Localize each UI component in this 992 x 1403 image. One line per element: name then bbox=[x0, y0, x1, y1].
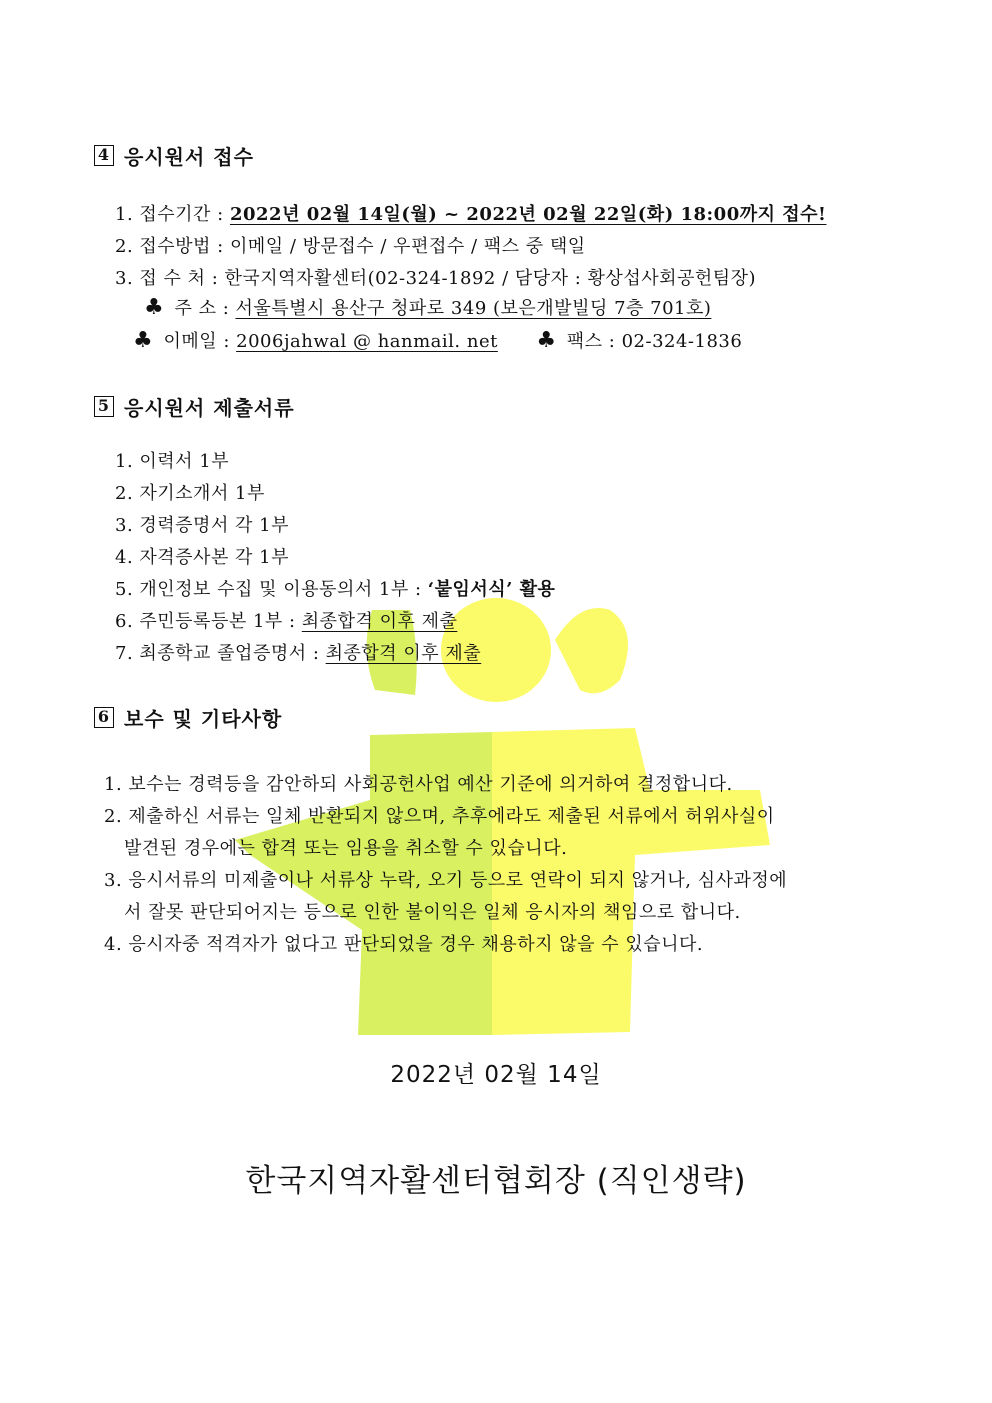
notice-line: 3. 응시서류의 미제출이나 서류상 누락, 오기 등으로 연락이 되지 않거나, 심사과정에 bbox=[104, 870, 788, 891]
section-4-title: 응시원서 접수 bbox=[124, 145, 254, 169]
section-6-number: 6 bbox=[94, 707, 114, 728]
notice-line: 2. 제출하신 서류는 일체 반환되지 않으며, 추후에라도 제출된 서류에서 허위사실이 bbox=[104, 806, 775, 827]
receipt-address bbox=[144, 294, 711, 320]
notice-line: 발견된 경우에는 합격 또는 임용을 취소할 수 있습니다. bbox=[124, 838, 568, 859]
section-5-number: 5 bbox=[94, 396, 114, 417]
receipt-period bbox=[115, 200, 826, 226]
receipt-period-label: 1. 접수기간 : bbox=[115, 204, 230, 225]
document-item: 2. 자기소개서 1부 bbox=[115, 483, 265, 504]
notice-line: 4. 응시자중 적격자가 없다고 판단되었을 경우 채용하지 않을 수 있습니다. bbox=[104, 934, 704, 955]
fax-value: 팩스 : 02-324-1836 bbox=[566, 331, 743, 352]
receipt-period-value: 2022년 02월 14일(월) ~ 2022년 02월 22일(화) 18:00까지 접수! bbox=[229, 204, 827, 225]
address-value: 서울특별시 용산구 청파로 349 (보은개발빌딩 7층 701호) bbox=[235, 298, 712, 319]
section-4-heading bbox=[94, 141, 254, 170]
notice-line: 서 잘못 판단되어지는 등으로 인한 불이익은 일체 응시자의 책임으로 합니다. bbox=[124, 902, 741, 923]
section-4-number: 4 bbox=[94, 145, 114, 166]
document-item: 4. 자격증사본 각 1부 bbox=[115, 547, 290, 568]
section-6-heading bbox=[94, 703, 282, 732]
document-item bbox=[115, 575, 555, 601]
address-label: 주 소 : bbox=[174, 298, 236, 319]
document-item-note: 최종합격 이후 제출 bbox=[325, 643, 482, 664]
document-item-text: 6. 주민등록등본 1부 : bbox=[115, 611, 302, 632]
document-item bbox=[115, 607, 457, 633]
document-item-emphasis: ‘붙임서식’ 활용 bbox=[427, 579, 556, 600]
document-date: 2022년 02월 14일 bbox=[390, 1062, 602, 1088]
receipt-place: 3. 접 수 처 : 한국지역자활센터(02-324-1892 / 담당자 : 황상섭사회공헌팀장) bbox=[115, 268, 757, 289]
document-item: 1. 이력서 1부 bbox=[115, 451, 230, 472]
notice-line: 1. 보수는 경력등을 감안하되 사회공헌사업 예산 기준에 의거하여 결정합니다. bbox=[104, 774, 733, 795]
section-6-title: 보수 및 기타사항 bbox=[124, 707, 283, 731]
receipt-method: 2. 접수방법 : 이메일 / 방문접수 / 우편접수 / 팩스 중 택일 bbox=[115, 236, 586, 257]
signature-line: 한국지역자활센터협회장 (직인생략) bbox=[245, 1163, 747, 1199]
document-item bbox=[115, 639, 481, 665]
section-5-title: 응시원서 제출서류 bbox=[124, 396, 295, 420]
club-icon: ♣ bbox=[536, 328, 557, 353]
document-item-note: 최종합격 이후 제출 bbox=[301, 611, 458, 632]
section-5-heading bbox=[94, 392, 295, 421]
email-value: 2006jahwal @ hanmail. net bbox=[236, 331, 498, 352]
document-item-text: 7. 최종학교 졸업증명서 : bbox=[115, 643, 326, 664]
receipt-contact bbox=[133, 327, 742, 353]
document-item: 3. 경력증명서 각 1부 bbox=[115, 515, 290, 536]
document-item-text: 5. 개인정보 수집 및 이용동의서 1부 : bbox=[115, 579, 428, 600]
club-icon: ♣ bbox=[133, 328, 154, 353]
email-label: 이메일 : bbox=[163, 331, 237, 352]
club-icon: ♣ bbox=[144, 295, 165, 320]
